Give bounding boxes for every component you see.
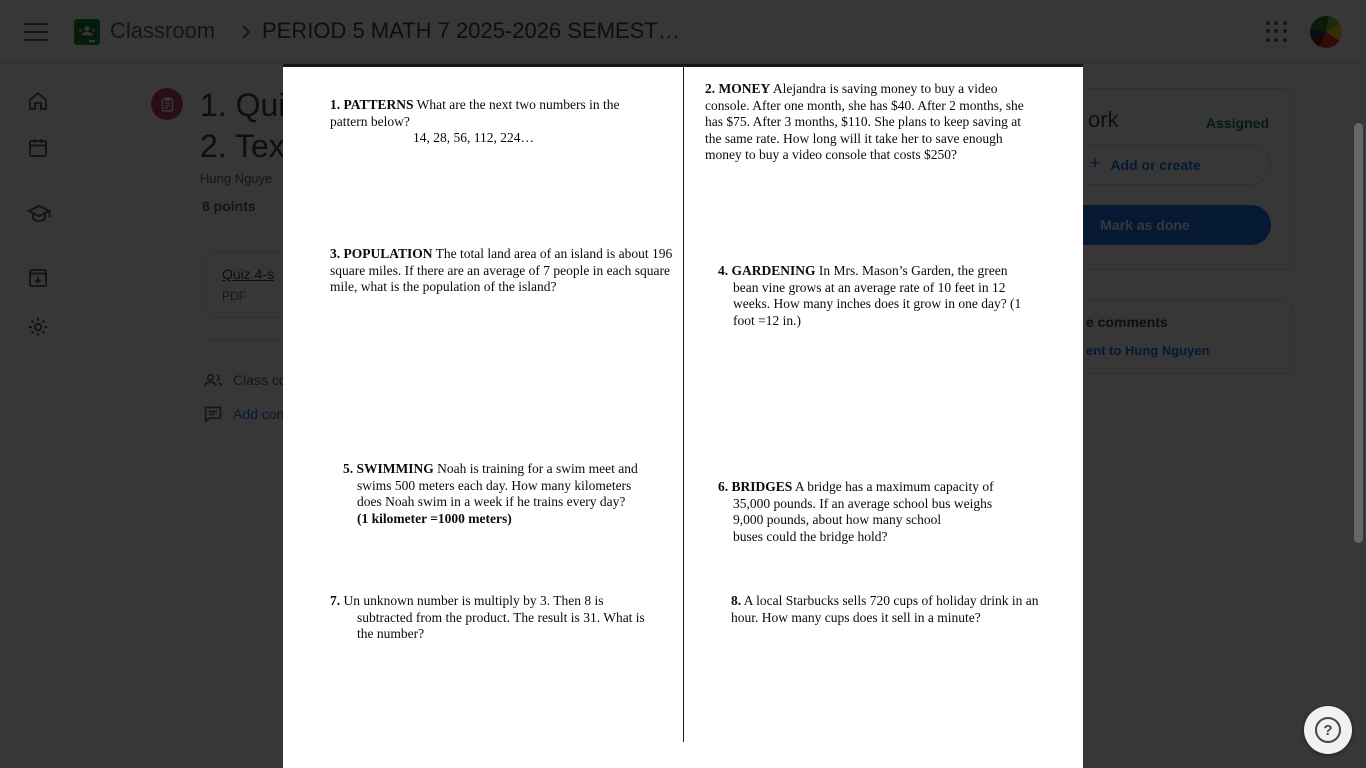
help-icon: ? (1315, 717, 1341, 743)
scrollbar-thumb[interactable] (1354, 123, 1363, 543)
problem-8: 8. A local Starbucks sells 720 cups of holiday drink in an hour. How many cups does it sell in a minute? (731, 593, 1039, 625)
pdf-preview-page[interactable] (283, 64, 1083, 768)
problem-5-note: (1 kilometer =1000 meters) (357, 510, 512, 526)
problem-7: 7. Un unknown number is multiply by 3. Then 8 is subtracted from the product. The result is 31. What is the number? (330, 593, 645, 642)
column-divider (683, 67, 684, 742)
problem-5: 5. SWIMMING Noah is training for a swim meet and swims 500 meters each day. How many kilometers does Noah swim in a week if he trains every day? (1 kilometer =1000 meters) (343, 461, 655, 527)
help-button[interactable] (1304, 706, 1352, 754)
problem-1-sequence: 14, 28, 56, 112, 224… (413, 130, 534, 146)
problem-4: 4. GARDENING In Mrs. Mason’s Garden, the green bean vine grows at an average rate of 10 feet in 12 weeks. How many inches does it grow in one day? (1 foot =12 in.) (718, 263, 1022, 328)
problem-1: 1. PATTERNS What are the next two numbers in the pattern below? 14, 28, 56, 112, 224… (330, 97, 646, 147)
problem-6: 6. BRIDGES A bridge has a maximum capacity of 35,000 pounds. If an average school bus weighs 9,000 pounds, about how many school buses could the bridge hold? (718, 479, 994, 544)
problem-3: 3. POPULATION The total land area of an island is about 196 square miles. If there are an average of 7 people in each square mile, what is the population of the island? (330, 246, 673, 295)
problem-2: 2. MONEY Alejandra is saving money to buy a video console. After one month, she has $40. After 2 months, she has $75. After 3 months, $110. She plans to keep saving at the same rate. How long will it take her to save enough money to buy a video console that costs $250? (705, 81, 1024, 163)
